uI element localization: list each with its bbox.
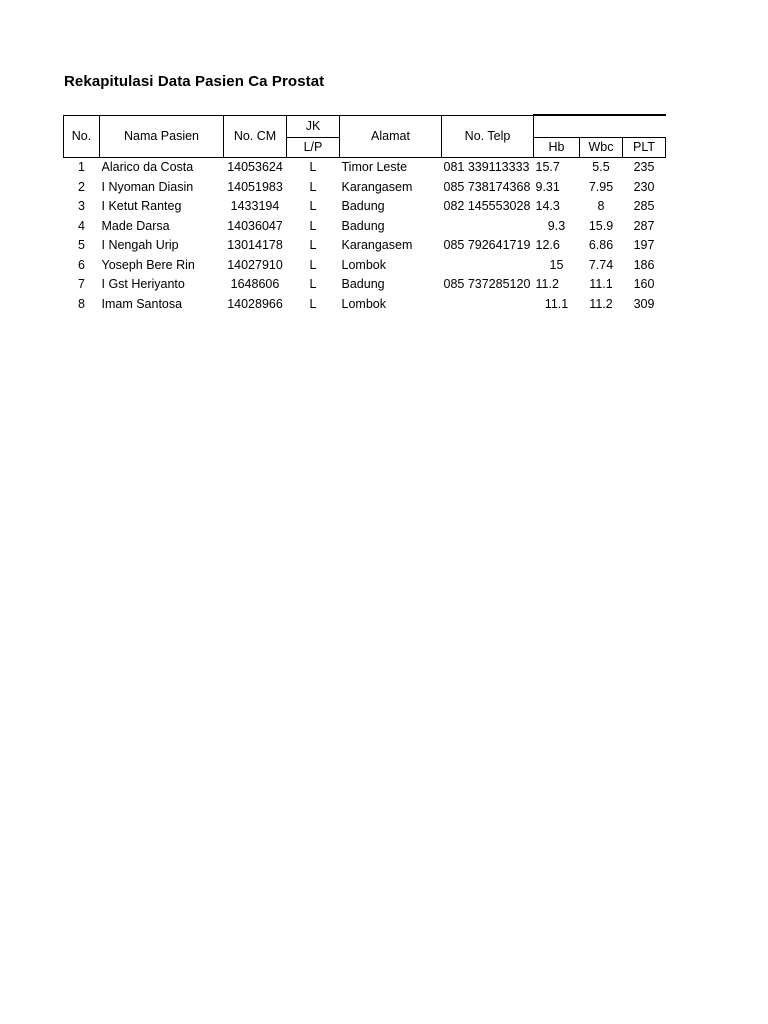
header-no-cm: No. CM [224,115,287,157]
cell-no-cm: 1648606 [230,277,280,292]
cell-hb: 15 [549,257,564,272]
header-nama: Nama Pasien [100,115,224,157]
cell-no-cm: 14027910 [227,257,283,272]
cell-alamat: Lombok [341,296,386,311]
cell-plt: 287 [633,218,655,233]
patient-table [63,114,666,314]
cell-no: 4 [78,218,85,233]
cell-no: 2 [78,179,85,194]
header-jk-sub: L/P [287,137,340,157]
cell-jk: L [309,277,317,292]
cell-jk: L [309,199,317,214]
cell-hb: 9.31 [535,179,560,194]
cell-telp [442,255,534,275]
table-row [64,216,666,236]
cell-nama: Imam Santosa [101,296,183,311]
cell-wbc: 8 [597,199,605,214]
header-lab-group [534,115,666,137]
cell-plt: 285 [633,199,655,214]
cell-wbc: 15.9 [588,218,614,233]
cell-no-cm: 14051983 [227,179,283,194]
header-no-telp: No. Telp [442,115,534,157]
cell-no-cm: 14028966 [227,296,283,311]
cell-no-cm: 14036047 [227,218,283,233]
header-no: No. [64,115,100,157]
cell-nama: I Nengah Urip [101,238,179,253]
cell-nama: I Ketut Ranteg [101,199,182,214]
cell-alamat: Badung [341,199,385,214]
header-alamat: Alamat [340,115,442,157]
cell-wbc: 11.1 [589,277,613,292]
document-title: Rekapitulasi Data Pasien Ca Prostat [64,73,325,90]
header-wbc: Wbc [580,137,623,157]
cell-no: 6 [78,257,85,272]
cell-wbc: 7.95 [588,179,614,194]
cell-plt: 186 [633,257,655,272]
cell-plt: 235 [633,160,655,175]
cell-wbc: 11.2 [589,296,613,311]
cell-nama: Yoseph Bere Rin [101,257,195,272]
cell-telp: 085 792641719 [443,238,531,253]
cell-wbc: 6.86 [588,238,614,253]
table-row [64,236,666,256]
cell-jk: L [309,218,317,233]
table-row [64,177,666,197]
cell-jk: L [309,238,317,253]
cell-jk: L [309,179,317,194]
cell-telp [442,216,534,236]
cell-plt: 197 [633,238,655,253]
cell-plt: 230 [633,179,655,194]
table-row [64,197,666,217]
cell-no: 7 [78,277,85,292]
cell-alamat: Lombok [341,257,386,272]
cell-alamat: Karangasem [341,238,413,253]
cell-no: 1 [78,160,85,175]
cell-wbc: 5.5 [592,160,610,175]
cell-plt: 309 [633,296,655,311]
cell-telp: 082 145553028 [443,199,531,214]
cell-jk: L [309,257,317,272]
cell-hb: 12.6 [535,238,560,253]
cell-no: 5 [78,238,85,253]
cell-wbc: 7.74 [588,257,614,272]
cell-nama: I Gst Heriyanto [101,277,185,292]
cell-nama: Made Darsa [101,218,170,233]
cell-alamat: Badung [341,277,385,292]
table-row [64,294,666,314]
table-row [64,255,666,275]
cell-no: 8 [78,296,85,311]
header-row-top [64,115,666,137]
cell-no: 3 [78,199,85,214]
cell-no-cm: 14053624 [227,160,283,175]
cell-telp [442,294,534,314]
cell-hb: 11.1 [544,296,569,311]
cell-alamat: Timor Leste [341,160,408,175]
header-plt: PLT [623,137,666,157]
cell-jk: L [309,296,317,311]
cell-telp: 081 339113333 [443,160,530,175]
cell-alamat: Badung [341,218,385,233]
table-row [64,275,666,295]
cell-hb: 9.3 [547,218,566,233]
cell-telp: 085 737285120 [443,277,531,292]
cell-hb: 14.3 [535,199,560,214]
cell-no-cm: 13014178 [227,238,283,253]
cell-telp: 085 738174368 [443,179,531,194]
cell-plt: 160 [633,277,655,292]
header-hb: Hb [534,137,580,157]
cell-hb: 11.2 [535,277,559,292]
cell-jk: L [309,160,317,175]
cell-nama: Alarico da Costa [101,160,194,175]
cell-no-cm: 1433194 [230,199,280,214]
cell-hb: 15.7 [535,160,560,175]
cell-nama: I Nyoman Diasin [101,179,194,194]
table-row [64,157,666,177]
header-jk: JK [287,115,340,137]
cell-alamat: Karangasem [341,179,413,194]
